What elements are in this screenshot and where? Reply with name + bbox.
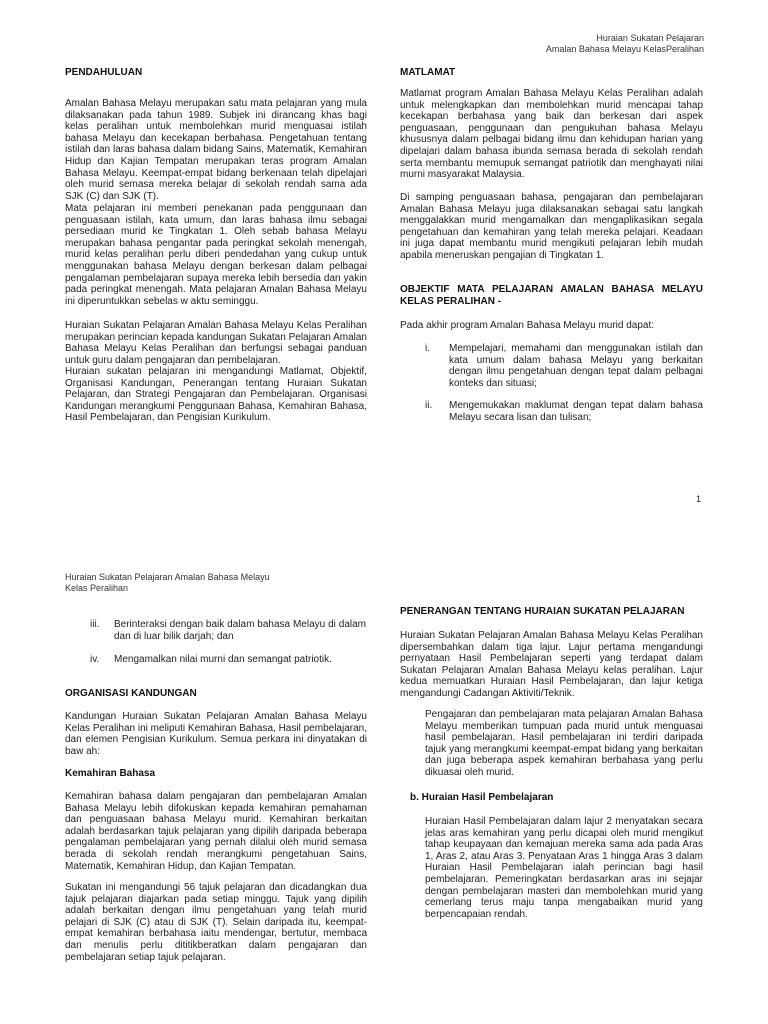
pendahuluan-paragraph-3: Huraian Sukatan Pelajaran Amalan Bahasa Melayu Kelas Peralihan merupakan perincian kepada kandungan Sukatan Pelajaran Amalan Bahasa Melayu Kelas Peralihan dan berfungsi sebagai panduan untuk guru dalam pengajaran dan pembelajaran. [65,320,367,366]
huraian-hasil-heading: b. Huraian Hasil Pembelajaran [410,792,554,803]
objective-text: Mempelajari, memahami dan menggunakan istilah dan kata umum dalam bahasa Melayu yang berkaitan dengan ilmu pengetahuan dengan tepat dalam pelbagai konteks dan situasi; [449,343,703,389]
kemahiran-paragraph-1: Kemahiran bahasa dalam pengajaran dan pembelajaran Amalan Bahasa Melayu lebih difokuskan kepada kemahiran pemahaman dan penguasaan bahasa Melayu murid. Kemahiran berkaitan adalah berdasarkan tajuk pelajaran yang dipilih daripada beberapa pengalaman pembelajaran yang pernah dilalui oleh murid semasa berada di sekolah rendah merangkumi pengetahuan Sains, Matematik, Kemahiran Hidup, dan Kajian Tempatan. [65,791,367,872]
objective-item-iv [90,654,366,666]
matlamat-heading: MATLAMAT [400,67,456,78]
penerangan-paragraph-2: Pengajaran dan pembelajaran mata pelajaran Amalan Bahasa Melayu memberikan tumpuan pada murid untuk menguasai hasil pembelajaran. Hasil pembelajaran ini terdiri daripada tajuk yang merangkumi keempat-empat bidang yang berkaitan dan juga beberapa aspek kemahiran berbahasa yang perlu dikuasai oleh murid. [425,709,703,778]
objective-text: Mengemukakan maklumat dengan tepat dalam bahasa Melayu secara lisan dan tulisan; [449,400,703,423]
objective-item-iii [90,619,366,642]
kemahiran-heading: Kemahiran Bahasa [65,768,156,779]
organisasi-heading: ORGANISASI KANDUNGAN [65,688,197,699]
objective-number: ii. [425,400,433,411]
organisasi-paragraph: Kandungan Huraian Sukatan Pelajaran Amalan Bahasa Melayu Kelas Peralihan ini meliputi Kemahiran Bahasa, Hasil pembelajaran, dan elemen Pengisian Kurikulum. Semua perkara ini dinyatakan di baw ah: [65,711,367,757]
kemahiran-paragraph-2: Sukatan ini mengandungi 56 tajuk pelajaran dan dicadangkan dua tajuk pelajaran diajarkan pada setiap minggu. Tajuk yang dipilih adalah berkaitan dengan ilmu pengetahuan yang telah murid pelajari di SJK (C) atau di SJK (T). Selain daripada itu, keempat-empat kemahiran berbahasa iaitu mendengar, bertutur, membaca dan menulis perlu dititikberatkan dalam pengajaran dan pembelajaran setiap tajuk pelajaran. [65,882,367,963]
objektif-heading: OBJEKTIF MATA PELAJARAN AMALAN BAHASA MELAYU KELAS PERALIHAN - [400,284,703,307]
pendahuluan-paragraph-4: Huraian sukatan pelajaran ini mengandungi Matlamat, Objektif, Organisasi Kandungan, Penerangan tentang Huraian Sukatan Pelajaran, dan Strategi Pengajaran dan Pembelajaran. Organisasi Kandungan merangkumi Penggunaan Bahasa, Kemahiran Bahasa, Hasil Pembelajaran, dan Pengisian Kurikulum. [65,366,367,424]
page1-header [546,33,704,55]
penerangan-heading: PENERANGAN TENTANG HURAIAN SUKATAN PELAJARAN [400,606,685,617]
pendahuluan-heading: PENDAHULUAN [65,67,143,78]
matlamat-paragraph-2: Di samping penguasaan bahasa, pengajaran dan pembelajaran Amalan Bahasa Melayu juga dilaksanakan sebagai satu langkah menggalakkan murid mengamalkan dan mengaplikasikan segala pengetahuan dan kemahiran yang telah mereka pelajari. Keadaan ini juga dapat membantu murid mengikuti pelajaran lebih mudah apabila meneruskan pengajian di Tingkatan 1. [400,192,703,261]
objective-number: iii. [90,619,100,630]
page2-header-title: Huraian Sukatan Pelajaran Amalan Bahasa Melayu [65,572,270,582]
page2-header [65,572,270,594]
objective-number: iv. [90,654,100,665]
objektif-intro: Pada akhir program Amalan Bahasa Melayu murid dapat: [400,320,655,331]
penerangan-paragraph-1: Huraian Sukatan Pelajaran Amalan Bahasa Melayu Kelas Peralihan dipersembahkan dalam tiga lajur. Lajur pertama mengandungi pernyataan Hasil Pembelajaran seperti yang terdapat dalam Sukatan Pelajaran Amalan Bahasa Melayu kelas peralihan. Lajur kedua memuatkan Huraian Hasil Pembelajaran, dan lajur ketiga mengandungi Cadangan Aktiviti/Teknik. [400,630,703,699]
objective-item-i [425,343,703,389]
objective-number: i. [425,343,430,354]
pendahuluan-paragraph-1: Amalan Bahasa Melayu merupakan satu mata pelajaran yang mula dilaksanakan pada tahun 1989. Subjek ini dirancang khas bagi kelas peralihan untuk membolehkan murid menguasai istilah bahasa Melayu dan kecekapan berbahasa. Pengetahuan tentang istilah dan laras bahasa dalam bidang Sains, Matematik, Kemahiran Hidup dan Kajian Tempatan merupakan teras program Amalan Bahasa Melayu. Keempat-empat bidang berkenaan telah dipelajari oleh murid semasa mereka belajar di sekolah rendah sama ada SJK (C) dan SJK (T). [65,98,367,202]
pendahuluan-paragraph-2: Mata pelajaran ini memberi penekanan pada penggunaan dan penguasaan istilah, kata umum, dan laras bahasa ilmu sebagai persediaan murid ke Tingkatan 1. Oleh sebab bahasa Melayu merupakan bahasa pengantar pada peringkat sekolah menengah, murid kelas peralihan perlu diberi pendedahan yang cukup untuk menggunakan bahasa Melayu dengan berkesan dalam pelbagai pengalaman pembelajaran supaya mereka lebih bersedia dan yakin pada peringkat menengah. Mata pelajaran Amalan Bahasa Melayu ini diperuntukkan sebelas w aktu seminggu. [65,203,367,307]
objective-text: Mengamalkan nilai murni dan semangat patriotik. [114,654,332,665]
objective-item-ii [425,400,703,423]
page2-header-subtitle: Kelas Peralihan [65,583,129,593]
matlamat-paragraph-1: Matlamat program Amalan Bahasa Melayu Kelas Peralihan adalah untuk melengkapkan dan membolehkan murid mencapai tahap kecekapan berbahasa yang baik dan berkesan dari aspek penguasaan, penggunaan dan pengukuhan bahasa Melayu khususnya dalam pelbagai bidang ilmu dan kehidupan harian yang dipelajari dalam bahasa ibunda semasa berada di sekolah rendah serta membantu memupuk semangat patriotik dan menghayati nilai murni masyarakat Malaysia. [400,88,703,181]
objective-text: Berinteraksi dengan baik dalam bahasa Melayu di dalam dan di luar bilik darjah; dan [114,619,366,642]
huraian-hasil-paragraph: Huraian Hasil Pembelajaran dalam lajur 2 menyatakan secara jelas aras kemahiran yang perlu dicapai oleh murid mengikut tahap keupayaan dan kemajuan mereka sama ada pada Aras 1, Aras 2, atau Aras 3. Penyataan Aras 1 hingga Aras 3 dalam Huraian Hasil Pembelajaran ialah perincian bagi hasil pembelajaran. Pemeringkatan berdasarkan aras ini sejajar dengan pembelajaran masteri dan membolehkan murid yang cemerlang terus maju tanpa mengabaikan murid yang berpencapaian rendah. [425,816,703,920]
page-number: 1 [696,494,702,504]
page1-header-title: Huraian Sukatan Pelajaran [596,33,704,43]
page1-header-subtitle: Amalan Bahasa Melayu KelasPeralihan [545,44,704,54]
